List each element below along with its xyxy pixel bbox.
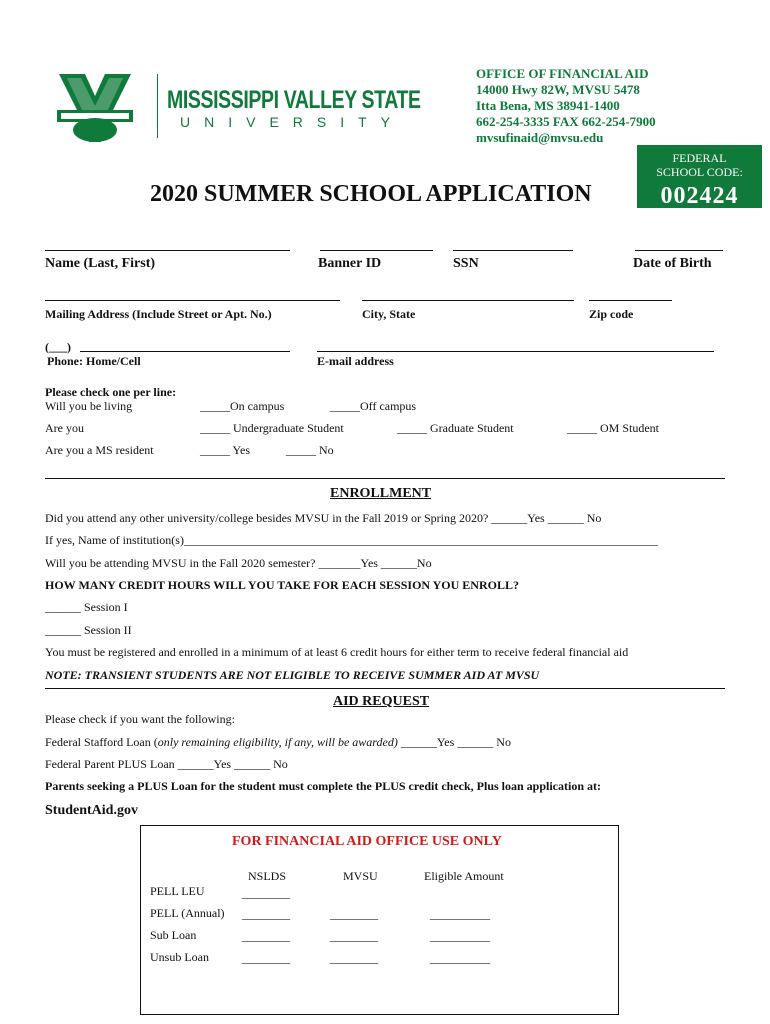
grad-option[interactable]: _____ Graduate Student (397, 421, 514, 435)
enrollment-q2: If yes, Name of institution(s)_______________________________________________________________________________ (45, 533, 658, 547)
logo-divider (157, 74, 158, 138)
name-label: Name (Last, First) (45, 256, 156, 271)
resident-question: Are you a MS resident (45, 443, 154, 457)
pell-annual-mvsu: ________ (330, 907, 378, 921)
row-unsub-loan: Unsub Loan (150, 950, 209, 964)
school-code-box: FEDERAL SCHOOL CODE: 002424 (637, 145, 762, 208)
row-pell-leu: PELL LEU (150, 884, 205, 898)
col-mvsu: MVSU (343, 869, 378, 883)
office-address: OFFICE OF FINANCIAL AID 14000 Hwy 82W, MVSU 5478 Itta Bena, MS 38941-1400 662-254-3335 FAX 662-254-7900 mvsufinaid@mvsu.edu (476, 66, 656, 145)
mailing-line[interactable] (45, 300, 340, 301)
page-title: 2020 SUMMER SCHOOL APPLICATION (150, 181, 592, 207)
sub-loan-nslds: ________ (242, 929, 290, 943)
ssn-line[interactable] (453, 250, 573, 251)
credit-hours-question: HOW MANY CREDIT HOURS WILL YOU TAKE FOR EACH SESSION YOU ENROLL? (45, 578, 519, 592)
sub-loan-amount: __________ (430, 929, 490, 943)
enrollment-q3: Will you be attending MVSU in the Fall 2020 semester? _______Yes ______No (45, 556, 432, 570)
om-option[interactable]: _____ OM Student (567, 421, 660, 435)
office-use-heading: FOR FINANCIAL AID OFFICE USE ONLY (232, 834, 502, 849)
undergrad-option[interactable]: _____ Undergraduate Student (200, 421, 344, 435)
dob-label: Date of Birth (633, 256, 712, 271)
check-instruction: Please check one per line: (45, 385, 177, 399)
on-campus-option[interactable]: _____On campus (200, 399, 285, 413)
university-subtitle: UNIVERSITY (180, 114, 405, 130)
school-code: 002424 (660, 183, 739, 209)
unsub-loan-nslds: ________ (242, 951, 290, 965)
col-eligible-amount: Eligible Amount (424, 869, 504, 883)
dob-line[interactable] (635, 250, 723, 251)
pell-leu-nslds: ________ (242, 886, 290, 900)
phone-label: Phone: Home/Cell (47, 354, 141, 368)
credit-requirement: You must be registered and enrolled in a minimum of at least 6 credit hours for either term to receive federal financial aid (45, 645, 629, 659)
ssn-label: SSN (453, 256, 479, 271)
unsub-loan-amount: __________ (430, 951, 490, 965)
parent-plus-line[interactable]: Federal Parent PLUS Loan ______Yes ______ No (45, 757, 288, 771)
banner-id-line[interactable] (320, 250, 433, 251)
studentaid-site: StudentAid.gov (45, 803, 138, 818)
phone-line[interactable] (80, 351, 290, 352)
city-state-line[interactable] (362, 300, 574, 301)
aid-divider (45, 688, 725, 689)
phone-prefix: (___) (45, 340, 71, 354)
row-pell-annual: PELL (Annual) (150, 906, 225, 920)
pell-annual-amount: __________ (430, 907, 490, 921)
zip-line[interactable] (589, 300, 672, 301)
city-state-label: City, State (362, 307, 416, 321)
name-line[interactable] (45, 250, 290, 251)
aid-intro: Please check if you want the following: (45, 712, 235, 726)
plus-instructions: Parents seeking a PLUS Loan for the student must complete the PLUS credit check, Plus loan application at: (45, 779, 602, 793)
university-name: MISSISSIPPI VALLEY STATE (167, 86, 421, 114)
stafford-loan-line[interactable]: Federal Stafford Loan (only remaining eligibility, if any, will be awarded) ______Yes ______ No (45, 735, 511, 749)
pell-annual-nslds: ________ (242, 907, 290, 921)
email-line[interactable] (317, 351, 714, 352)
are-you-question: Are you (45, 421, 84, 435)
email-label: E-mail address (317, 354, 394, 368)
col-nslds: NSLDS (248, 869, 287, 883)
resident-yes-option[interactable]: _____ Yes (200, 443, 251, 457)
banner-id-label: Banner ID (318, 256, 382, 271)
mailing-label: Mailing Address (Include Street or Apt. No.) (45, 307, 272, 321)
enrollment-heading: ENROLLMENT (330, 486, 432, 501)
unsub-loan-mvsu: ________ (330, 951, 378, 965)
row-sub-loan: Sub Loan (150, 928, 197, 942)
aid-heading: AID REQUEST (333, 694, 430, 709)
session-2-field[interactable]: ______ Session II (45, 623, 132, 637)
off-campus-option[interactable]: _____Off campus (330, 399, 417, 413)
living-question: Will you be living (45, 399, 133, 413)
enrollment-divider (45, 478, 725, 479)
sub-loan-mvsu: ________ (330, 929, 378, 943)
enrollment-q1: Did you attend any other university/college besides MVSU in the Fall 2019 or Spring 2020? ______Yes ______ No (45, 511, 602, 525)
zip-label: Zip code (589, 307, 634, 321)
transient-note: NOTE: TRANSIENT STUDENTS ARE NOT ELIGIBLE TO RECEIVE SUMMER AID AT MVSU (45, 668, 540, 682)
resident-no-option[interactable]: _____ No (286, 443, 334, 457)
mvsu-logo-icon (55, 72, 135, 144)
session-1-field[interactable]: ______ Session I (45, 600, 128, 614)
